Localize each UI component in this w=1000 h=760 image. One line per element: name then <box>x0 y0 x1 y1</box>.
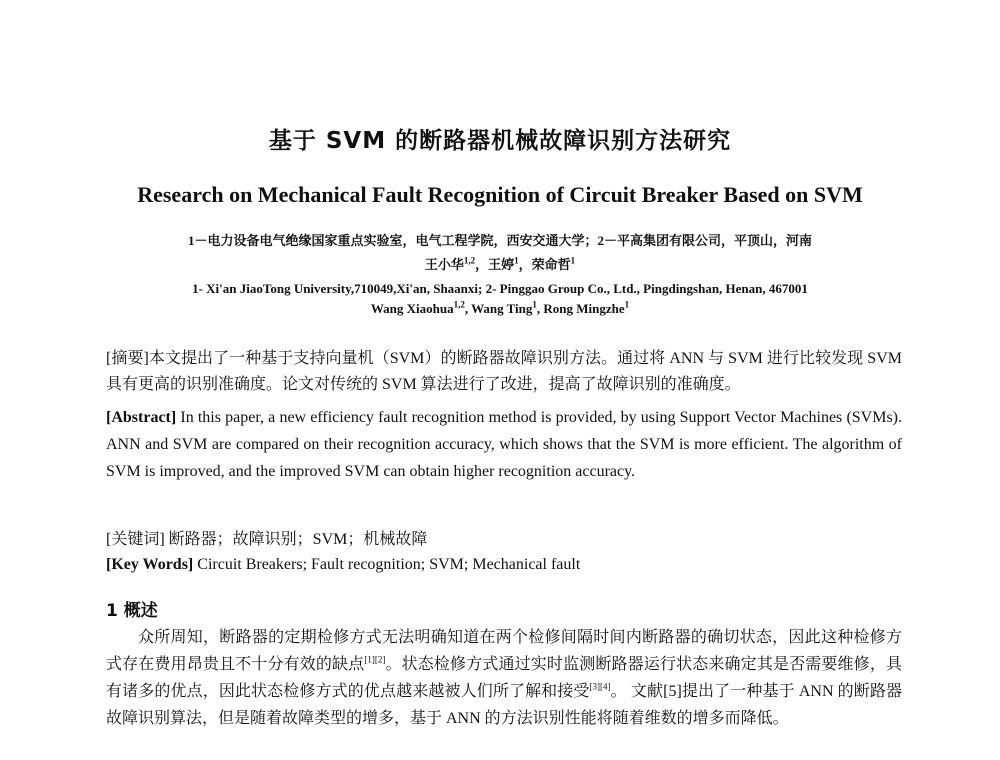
citation-ref: [3][4] <box>589 681 611 692</box>
affiliation-cn: 1－电力设备电气绝缘国家重点实验室，电气工程学院，西安交通大学；2－平高集团有限公司，平顶山，河南 <box>187 233 812 248</box>
keywords-cn <box>106 526 902 549</box>
author-name: Rong Mingzhe <box>543 301 625 316</box>
author-separator: , <box>536 301 544 316</box>
author-affiliation-mark: 1 <box>514 255 519 266</box>
author-separator: ， <box>518 257 532 272</box>
author-name: Wang Ting <box>471 301 533 316</box>
author-affiliation-mark: 1 <box>624 299 630 310</box>
keywords-cn-text: 断路器；故障识别；SVM；机械故障 <box>164 531 428 548</box>
author-name: 王婷 <box>488 257 515 272</box>
author-affiliation-mark: 1 <box>532 299 537 310</box>
abstract-en <box>106 404 902 485</box>
affiliation-en: 1- Xi'an JiaoTong University,710049,Xi'an, Shaanxi; 2- Pinggao Group Co., Ltd., Pingdingshan, Henan, 467001 <box>192 281 808 296</box>
title-en: Research on Mechanical Fault Recognition of Circuit Breaker Based on SVM <box>137 182 863 207</box>
abstract-cn <box>106 346 902 398</box>
authors-cn <box>0 254 1000 273</box>
abstract-cn-text: 本文提出了一种基于支持向量机（SVM）的断路器故障识别方法。通过将 ANN 与 SVM 进行比较发现 SVM 具有更高的识别准确度。论文对传统的 SVM 算法进行了改进，提高了故障识别的准确度。 <box>106 350 902 393</box>
author-separator: ， <box>475 257 489 272</box>
abstract-en-label: [Abstract] <box>106 409 177 426</box>
keywords-cn-label: [关键词] <box>106 531 165 548</box>
author-affiliation-mark: 1,2 <box>463 255 476 266</box>
title-cn: 基于 SVM 的断路器机械故障识别方法研究 <box>268 128 732 154</box>
abstract-en-text: In this paper, a new efficiency fault recognition method is provided, by using Support Vector Machines (SVMs). ANN and SVM are compared on their recognition accuracy, which shows that the SVM is more efficient. The algorithm of SVM is improved, and the improved SVM can obtain higher recognition accuracy. <box>106 409 902 480</box>
section-paragraph <box>106 624 902 732</box>
author-separator: , <box>464 301 472 316</box>
paragraph-text: 。 文献[5]提出了一种基于 ANN 的断路器故障识别算法，但是随着故障类型的增多，基于 ANN 的方法识别性能将随着维数的增多而降低。 <box>106 683 902 727</box>
paragraph-text: 众所周知，断路器的定期检修方式无法明确知道在两个检修间隔时间内断路器的确切状态，因此这种检修方式存在费用昂贵且不十分有效的缺点 <box>106 629 902 673</box>
keywords-en-label: [Key Words] <box>106 556 194 573</box>
abstract-cn-label: [摘要] <box>106 350 149 367</box>
author-name: 王小华 <box>424 257 464 272</box>
authors-en <box>0 301 1000 317</box>
section-heading: 1 概述 <box>106 601 158 621</box>
keywords-en-text: Circuit Breakers; Fault recognition; SVM; Mechanical fault <box>193 556 581 573</box>
author-affiliation-mark: 1 <box>570 255 576 266</box>
author-name: 荣命哲 <box>531 257 571 272</box>
author-affiliation-mark: 1,2 <box>453 299 465 310</box>
keywords-en <box>106 556 902 574</box>
paragraph-text: 。状态检修方式通过实时监测断路器运行状态来确定其是否需要维修，具有诸多的优点，因此状态检修方式的优点越来越被人们所了解和接受 <box>106 656 902 700</box>
author-name: Wang Xiaohua <box>370 301 454 316</box>
citation-ref: [1][2] <box>364 654 386 665</box>
